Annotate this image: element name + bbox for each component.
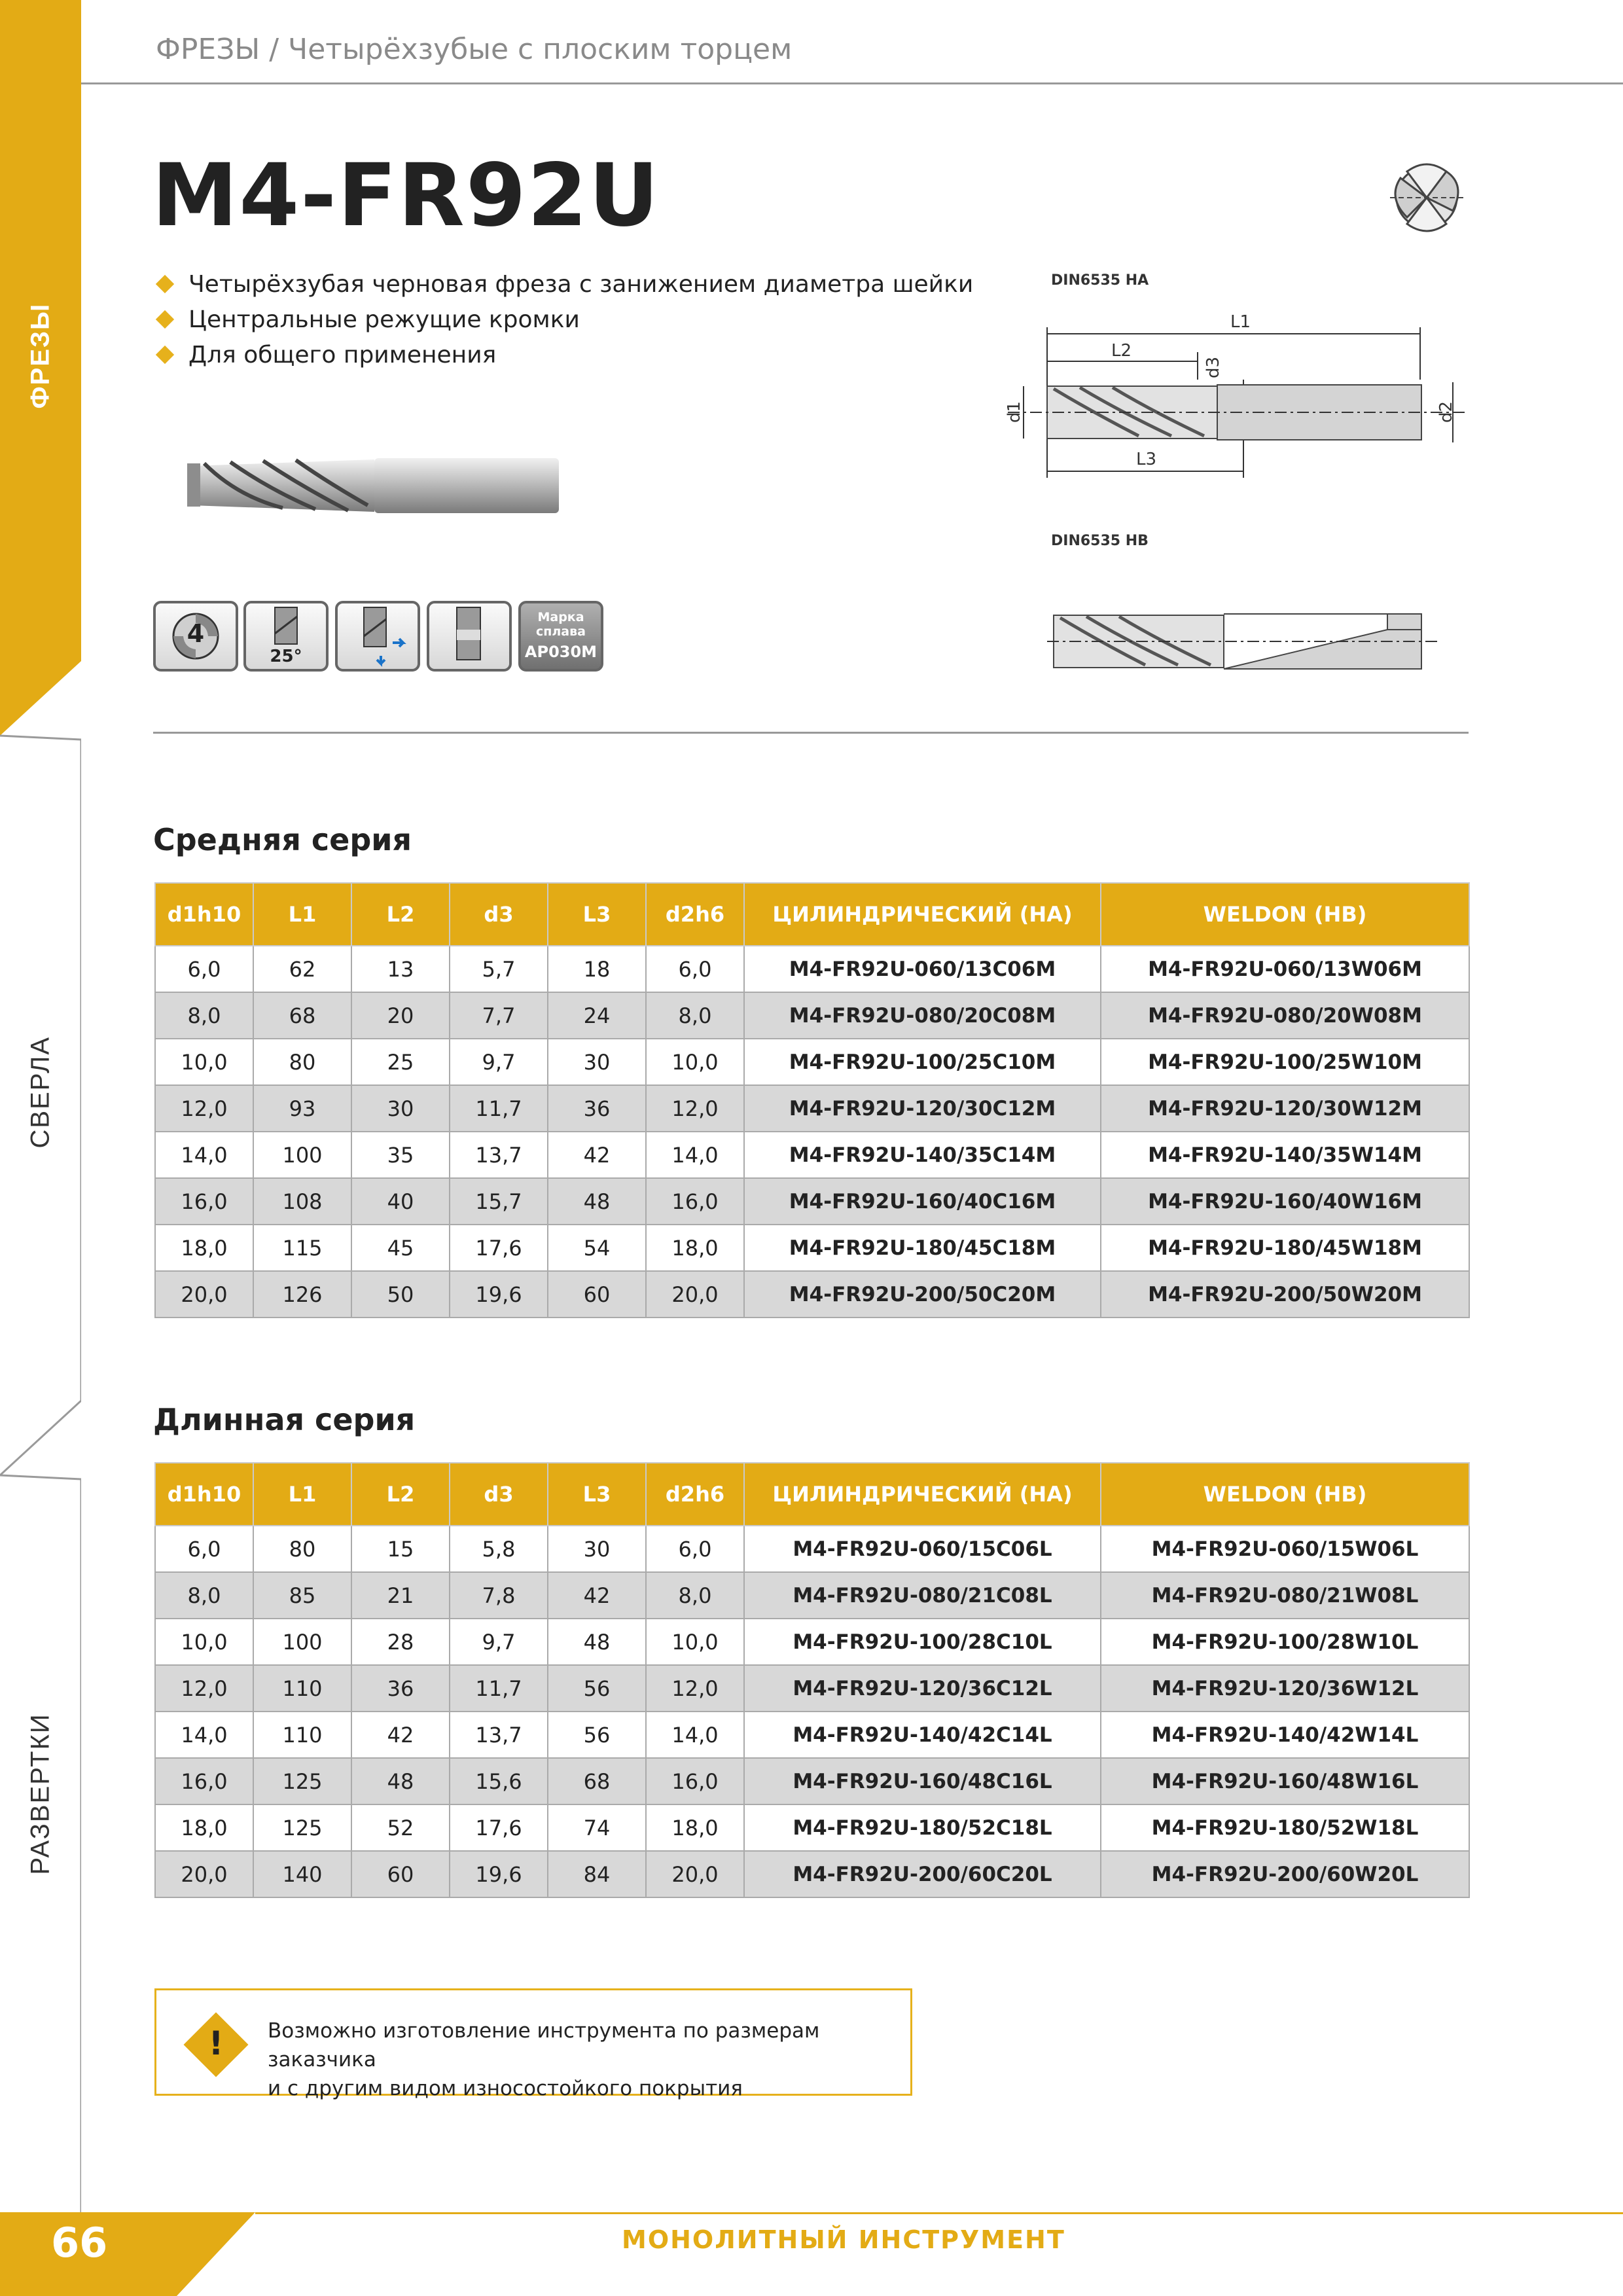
dimension-cell: 85 [253,1572,351,1619]
dimension-cell: 6,0 [155,946,253,992]
table-header-row [155,1463,1469,1526]
dimension-cell: 17,6 [450,1225,548,1271]
dimension-cell: 20,0 [646,1271,744,1318]
dimension-cell: 15 [351,1526,450,1572]
table-row [155,1572,1469,1619]
dimension-cell: 16,0 [155,1758,253,1804]
long-series-title: Длинная серия [153,1402,416,1437]
page-title: M4-FR92U [152,145,660,246]
dimension-cell: 42 [351,1712,450,1758]
breadcrumb: ФРЕЗЫ / Четырёхзубые с плоским торцем [156,33,793,66]
dimension-cell: 11,7 [450,1665,548,1712]
table-row [155,1178,1469,1225]
column-header: d3 [450,883,548,946]
table-row [155,1665,1469,1712]
article-code-cell: M4-FR92U-120/36C12L [744,1665,1101,1712]
article-code-cell: M4-FR92U-080/20W08M [1101,992,1469,1039]
article-code-cell: M4-FR92U-200/50C20M [744,1271,1101,1318]
article-code-cell: M4-FR92U-160/48C16L [744,1758,1101,1804]
dimension-cell: 125 [253,1758,351,1804]
dimension-cell: 12,0 [646,1085,744,1132]
dimension-cell: 108 [253,1178,351,1225]
dimension-cell: 10,0 [646,1619,744,1665]
dimension-cell: 52 [351,1804,450,1851]
dim-label-d3: d3 [1204,356,1223,378]
dimension-cell: 18,0 [646,1804,744,1851]
dimension-cell: 45 [351,1225,450,1271]
article-code-cell: M4-FR92U-100/25W10M [1101,1039,1469,1085]
column-header: L3 [548,883,646,946]
dim-label-l3: L3 [1136,450,1157,469]
end-mill-product-image [185,450,564,520]
dimension-cell: 8,0 [155,1572,253,1619]
dimension-cell: 30 [548,1526,646,1572]
dimension-cell: 18 [548,946,646,992]
dimension-cell: 93 [253,1085,351,1132]
dimension-cell: 8,0 [646,992,744,1039]
article-code-cell: M4-FR92U-180/45C18M [744,1225,1101,1271]
dimension-cell: 80 [253,1526,351,1572]
dimension-cell: 12,0 [155,1665,253,1712]
article-code-cell: M4-FR92U-080/21W08L [1101,1572,1469,1619]
dimension-cell: 10,0 [155,1039,253,1085]
alloy-grade-value: AP030M [524,643,597,661]
dimension-cell: 36 [548,1085,646,1132]
article-code-cell: M4-FR92U-160/40W16M [1101,1178,1469,1225]
feature-item: Для общего применения [157,338,973,373]
dimension-cell: 17,6 [450,1804,548,1851]
helix-angle-value: 25° [270,647,302,666]
dimension-cell: 42 [548,1572,646,1619]
footer-title: МОНОЛИТНЫЙ ИНСТРУМЕНТ [622,2225,1065,2254]
dimension-cell: 42 [548,1132,646,1178]
table-row [155,1804,1469,1851]
alloy-grade-label-2: сплава [536,624,586,639]
dimension-cell: 5,8 [450,1526,548,1572]
sidebar-tab-sverla[interactable]: СВЕРЛА [26,1035,55,1149]
dimension-cell: 35 [351,1132,450,1178]
dimension-cell: 10,0 [155,1619,253,1665]
dimension-cell: 54 [548,1225,646,1271]
medium-series-table [154,882,1470,1318]
flute-count-value: 4 [187,619,205,648]
dimension-cell: 60 [351,1851,450,1897]
article-code-cell: M4-FR92U-060/13C06M [744,946,1101,992]
dimension-cell: 74 [548,1804,646,1851]
article-code-cell: M4-FR92U-180/45W18M [1101,1225,1469,1271]
notice-text: Возможно изготовление инструмента по размерам заказчика и с другим видом износостойкого покрытия [268,2019,820,2100]
article-code-cell: M4-FR92U-060/15C06L [744,1526,1101,1572]
article-code-cell: M4-FR92U-160/48W16L [1101,1758,1469,1804]
din-ha-label: DIN6535 HA [1051,272,1149,289]
article-code-cell: M4-FR92U-140/35C14M [744,1132,1101,1178]
dimension-cell: 48 [548,1619,646,1665]
alloy-grade-label: Марка [537,610,584,624]
dimension-cell: 20,0 [646,1851,744,1897]
article-code-cell: M4-FR92U-120/30W12M [1101,1085,1469,1132]
dimension-cell: 20,0 [155,1851,253,1897]
dimension-cell: 62 [253,946,351,992]
dimension-cell: 7,8 [450,1572,548,1619]
table-row [155,946,1469,992]
dimension-cell: 30 [548,1039,646,1085]
table-header-row [155,883,1469,946]
dimension-cell: 20,0 [155,1271,253,1318]
technical-drawing-ha [982,308,1479,491]
dimension-cell: 13,7 [450,1712,548,1758]
long-series-table [154,1462,1470,1898]
table-row [155,1712,1469,1758]
din-hb-label: DIN6535 HB [1051,533,1149,549]
article-code-cell: M4-FR92U-180/52C18L [744,1804,1101,1851]
flute-count-icon [153,601,238,672]
plunge-arrows-icon [338,603,418,669]
header-divider [81,82,1623,84]
dimension-cell: 68 [548,1758,646,1804]
article-code-cell: M4-FR92U-140/42W14L [1101,1712,1469,1758]
dimension-cell: 16,0 [646,1758,744,1804]
article-code-cell: M4-FR92U-120/36W12L [1101,1665,1469,1712]
dimension-cell: 6,0 [646,1526,744,1572]
flat-end-tool-icon [429,603,509,669]
dimension-cell: 100 [253,1619,351,1665]
table-row [155,1225,1469,1271]
diamond-bullet-icon [156,310,174,329]
dimension-cell: 8,0 [155,992,253,1039]
dimension-cell: 110 [253,1712,351,1758]
feature-list [157,267,973,373]
dimension-cell: 18,0 [646,1225,744,1271]
column-header: d1h10 [155,1463,253,1526]
technical-drawing-hb [1047,602,1479,681]
article-code-cell: M4-FR92U-100/28W10L [1101,1619,1469,1665]
dimension-cell: 100 [253,1132,351,1178]
cutting-direction-icon [335,601,420,672]
warning-icon-glyph: ! [208,2024,224,2062]
column-header: ЦИЛИНДРИЧЕСКИЙ (HA) [744,1463,1101,1526]
article-code-cell: M4-FR92U-060/13W06M [1101,946,1469,992]
custom-order-notice [154,1988,912,2100]
column-header: d2h6 [646,1463,744,1526]
article-code-cell: M4-FR92U-200/60C20L [744,1851,1101,1897]
dimension-cell: 126 [253,1271,351,1318]
dimension-cell: 7,7 [450,992,548,1039]
sidebar [0,0,81,2296]
article-code-cell: M4-FR92U-160/40C16M [744,1178,1101,1225]
column-header: d3 [450,1463,548,1526]
dimension-cell: 68 [253,992,351,1039]
sidebar-tab-razvertki[interactable]: РАЗВЕРТКИ [26,1713,55,1875]
dimension-cell: 14,0 [155,1132,253,1178]
dimension-cell: 80 [253,1039,351,1085]
dimension-cell: 5,7 [450,946,548,992]
page-number: 66 [51,2219,108,2267]
article-code-cell: M4-FR92U-180/52W18L [1101,1804,1469,1851]
table-row [155,992,1469,1039]
column-header: d1h10 [155,883,253,946]
dim-label-d1: d1 [1005,401,1024,423]
dim-label-d2: d2 [1436,401,1456,423]
shank-type-icon [427,601,512,672]
column-header: WELDON (HB) [1101,883,1469,946]
dimension-cell: 24 [548,992,646,1039]
dimension-cell: 8,0 [646,1572,744,1619]
dimension-cell: 16,0 [646,1178,744,1225]
dimension-cell: 56 [548,1712,646,1758]
column-header: L1 [253,1463,351,1526]
dimension-cell: 13,7 [450,1132,548,1178]
dimension-cell: 20 [351,992,450,1039]
dimension-cell: 12,0 [646,1665,744,1712]
dimension-cell: 48 [351,1758,450,1804]
dimension-cell: 125 [253,1804,351,1851]
column-header: ЦИЛИНДРИЧЕСКИЙ (HA) [744,883,1101,946]
column-header: L3 [548,1463,646,1526]
dimension-cell: 18,0 [155,1225,253,1271]
dim-label-l2: L2 [1111,341,1132,361]
dimension-cell: 25 [351,1039,450,1085]
dimension-cell: 15,6 [450,1758,548,1804]
column-header: L2 [351,883,450,946]
dimension-cell: 48 [548,1178,646,1225]
diamond-bullet-icon [156,346,174,364]
article-code-cell: M4-FR92U-080/21C08L [744,1572,1101,1619]
dimension-cell: 40 [351,1178,450,1225]
dimension-cell: 18,0 [155,1804,253,1851]
dimension-cell: 9,7 [450,1619,548,1665]
article-code-cell: M4-FR92U-140/42C14L [744,1712,1101,1758]
dimension-cell: 11,7 [450,1085,548,1132]
dimension-cell: 30 [351,1085,450,1132]
dimension-cell: 60 [548,1271,646,1318]
table-row [155,1132,1469,1178]
dimension-cell: 16,0 [155,1178,253,1225]
dimension-cell: 12,0 [155,1085,253,1132]
article-code-cell: M4-FR92U-120/30C12M [744,1085,1101,1132]
table-row [155,1619,1469,1665]
dimension-cell: 28 [351,1619,450,1665]
medium-series-title: Средняя серия [153,822,412,857]
article-code-cell: M4-FR92U-080/20C08M [744,992,1101,1039]
dimension-cell: 21 [351,1572,450,1619]
diamond-bullet-icon [156,275,174,293]
dim-label-l1: L1 [1230,312,1251,332]
dimension-cell: 14,0 [646,1132,744,1178]
dimension-cell: 9,7 [450,1039,548,1085]
dimension-cell: 115 [253,1225,351,1271]
section-divider [153,732,1469,734]
article-code-cell: M4-FR92U-200/60W20L [1101,1851,1469,1897]
dimension-cell: 6,0 [646,946,744,992]
helix-angle-icon [243,601,329,672]
dimension-cell: 14,0 [646,1712,744,1758]
table-row [155,1851,1469,1897]
column-header: L1 [253,883,351,946]
article-code-cell: M4-FR92U-200/50W20M [1101,1271,1469,1318]
dimension-cell: 110 [253,1665,351,1712]
dimension-cell: 13 [351,946,450,992]
column-header: d2h6 [646,883,744,946]
feature-item: Центральные режущие кромки [157,302,973,338]
article-code-cell: M4-FR92U-140/35W14M [1101,1132,1469,1178]
dimension-cell: 14,0 [155,1712,253,1758]
table-row [155,1085,1469,1132]
table-row [155,1271,1469,1318]
column-header: L2 [351,1463,450,1526]
article-code-cell: M4-FR92U-100/28C10L [744,1619,1101,1665]
alloy-grade-badge [518,601,603,672]
table-row [155,1039,1469,1085]
dimension-cell: 15,7 [450,1178,548,1225]
feature-item: Четырёхзубая черновая фреза с занижением диаметра шейки [157,267,973,302]
dimension-cell: 19,6 [450,1851,548,1897]
dimension-cell: 36 [351,1665,450,1712]
sidebar-tab-frezy[interactable]: ФРЕЗЫ [26,302,55,409]
dimension-cell: 84 [548,1851,646,1897]
dimension-cell: 140 [253,1851,351,1897]
table-row [155,1758,1469,1804]
dimension-cell: 56 [548,1665,646,1712]
column-header: WELDON (HB) [1101,1463,1469,1526]
dimension-cell: 50 [351,1271,450,1318]
article-code-cell: M4-FR92U-100/25C10M [744,1039,1101,1085]
dimension-cell: 10,0 [646,1039,744,1085]
four-flute-end-view-icon [1381,152,1472,243]
dimension-cell: 19,6 [450,1271,548,1318]
table-row [155,1526,1469,1572]
dimension-cell: 6,0 [155,1526,253,1572]
article-code-cell: M4-FR92U-060/15W06L [1101,1526,1469,1572]
